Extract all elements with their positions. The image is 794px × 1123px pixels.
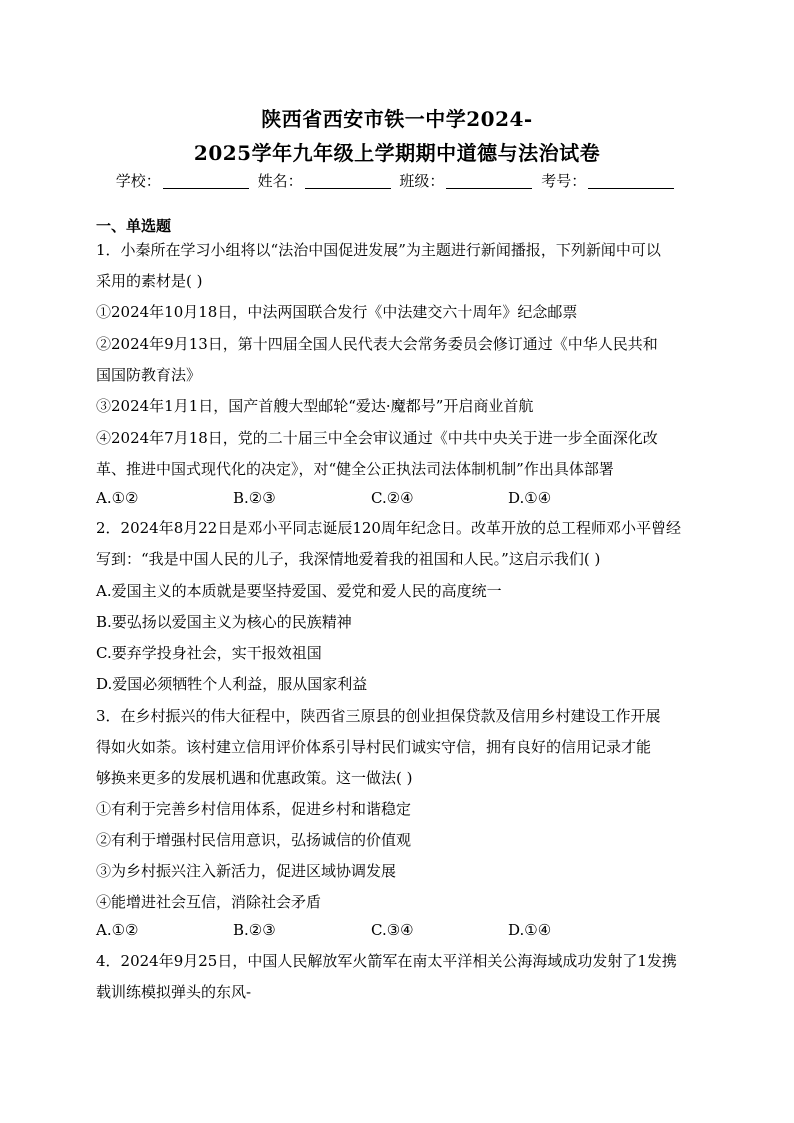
question-4-stem: 载训练模拟弹头的东风- bbox=[96, 983, 252, 1001]
question-3-item: ②有利于增强村民信用意识，弘扬诚信的价值观 bbox=[96, 831, 412, 849]
question-3-stem: 3．在乡村振兴的伟大征程中，陕西省三原县的创业担保贷款及信用乡村建设工作开展 bbox=[96, 707, 661, 725]
question-1-item: ③2024年1月1日，国产首艘大型邮轮“爱达·魔都号”开启商业首航 bbox=[96, 397, 534, 415]
question-3-item: ①有利于完善乡村信用体系，促进乡村和谐稳定 bbox=[96, 800, 412, 818]
question-1-option-d: D.①④ bbox=[508, 489, 552, 507]
question-1-stem: 采用的素材是( ) bbox=[96, 272, 203, 290]
question-3-option-c: C.③④ bbox=[371, 921, 414, 939]
question-3-item: ③为乡村振兴注入新活力，促进区域协调发展 bbox=[96, 862, 397, 880]
question-3-stem: 得如火如荼。该村建立信用评价体系引导村民们诚实守信，拥有良好的信用记录才能 bbox=[96, 738, 652, 756]
question-3-option-d: D.①④ bbox=[508, 921, 552, 939]
question-3-option-a: A.①② bbox=[96, 921, 139, 939]
question-3-stem: 够换来更多的发展机遇和优惠政策。这一做法( ) bbox=[96, 769, 413, 787]
question-2-option-b: B.要弘扬以爱国主义为核心的民族精神 bbox=[96, 613, 352, 631]
question-2-option-d: D.爱国必须牺牲个人利益，服从国家利益 bbox=[96, 675, 368, 693]
question-1-item: 国国防教育法》 bbox=[96, 366, 202, 384]
question-2-stem: 2．2024年8月22日是邓小平同志诞辰120周年纪念日。改革开放的总工程师邓小平曾经 bbox=[96, 519, 681, 537]
school-label: 学校： bbox=[115, 172, 161, 190]
question-1-stem: 1．小秦所在学习小组将以“法治中国促进发展”为主题进行新闻播报，下列新闻中可以 bbox=[96, 241, 661, 259]
class-label: 班级： bbox=[399, 172, 445, 190]
question-2-option-c: C.要弃学投身社会，实干报效祖国 bbox=[96, 644, 322, 662]
question-1-item: ①2024年10月18日，中法两国联合发行《中法建交六十周年》纪念邮票 bbox=[96, 303, 578, 321]
question-3-item: ④能增进社会互信，消除社会矛盾 bbox=[96, 893, 322, 911]
question-1-option-a: A.①② bbox=[96, 489, 139, 507]
question-1-option-c: C.②④ bbox=[371, 489, 414, 507]
exam-title-line1: 陕西省西安市铁一中学2024- bbox=[261, 107, 533, 131]
student-info-row bbox=[0, 170, 794, 191]
section-heading: 一、单选题 bbox=[96, 217, 172, 235]
question-4-stem: 4．2024年9月25日，中国人民解放军火箭军在南太平洋相关公海海域成功发射了1发携 bbox=[96, 952, 677, 970]
question-1-item: ④2024年7月18日，党的二十届三中全会审议通过《中共中央关于进一步全面深化改 bbox=[96, 429, 658, 447]
question-1-option-b: B.②③ bbox=[233, 489, 276, 507]
exam-title-line2: 2025学年九年级上学期期中道德与法治试卷 bbox=[193, 141, 601, 165]
name-label: 姓名： bbox=[257, 172, 303, 190]
question-3-option-b: B.②③ bbox=[233, 921, 276, 939]
question-2-option-a: A.爱国主义的本质就是要坚持爱国、爱党和爱人民的高度统一 bbox=[96, 582, 502, 600]
school-blank bbox=[163, 172, 249, 189]
question-2-stem: 写到：“我是中国人民的儿子，我深情地爱着我的祖国和人民。”这启示我们( ) bbox=[96, 550, 601, 568]
exam-number-blank bbox=[588, 172, 674, 189]
class-blank bbox=[446, 172, 532, 189]
question-1-item: ②2024年9月13日，第十四届全国人民代表大会常务委员会修订通过《中华人民共和 bbox=[96, 335, 658, 353]
exam-number-label: 考号： bbox=[541, 172, 587, 190]
name-blank bbox=[305, 172, 391, 189]
question-1-item: 革、推进中国式现代化的决定》，对“健全公正执法司法体制机制”作出具体部署 bbox=[96, 460, 614, 478]
